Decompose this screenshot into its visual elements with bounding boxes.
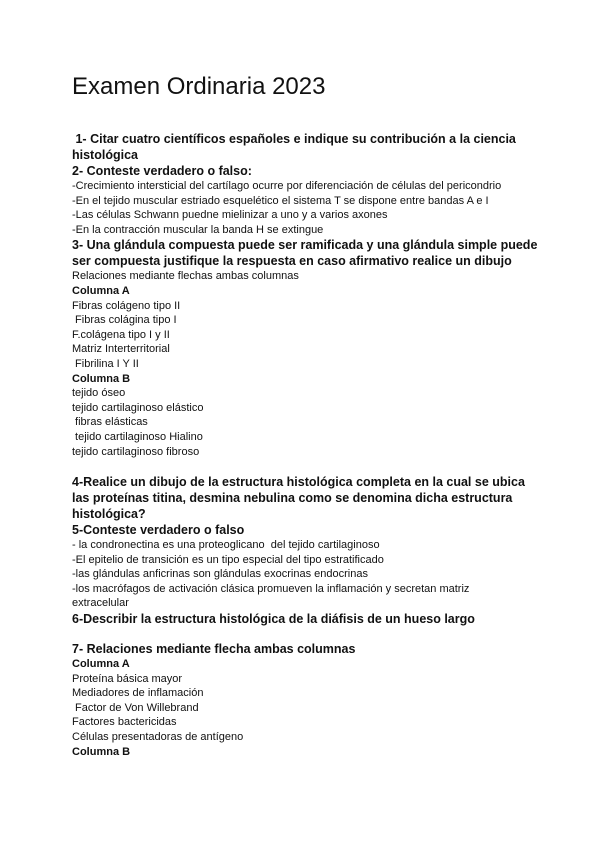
column-b-item: fibras elásticas: [72, 416, 148, 429]
question-7: 7- Relaciones mediante flecha ambas columnas: [72, 642, 356, 657]
question-2-item: -En el tejido muscular estriado esquelético el sistema T se dispone entre bandas A e I: [72, 194, 489, 207]
column-a-item: Factor de Von Willebrand: [72, 701, 199, 714]
column-b-item: tejido cartilaginoso elástico: [72, 401, 204, 414]
question-5-item: -las glándulas anficrinas son glándulas exocrinas endocrinas: [72, 568, 368, 581]
column-a-item: Factores bactericidas: [72, 716, 177, 729]
column-a-item: Fibras colágeno tipo II: [72, 299, 181, 312]
question-7-column-b-title: Columna B: [72, 745, 131, 758]
spacer: [72, 459, 542, 474]
column-b-item: tejido óseo: [72, 387, 126, 400]
column-a-item: Proteína básica mayor: [72, 672, 183, 685]
column-a-item: Mediadores de inflamación: [72, 687, 204, 700]
column-a-item: F.colágena tipo I y II: [72, 328, 170, 341]
question-5-item: - la condronectina es una proteoglicano del tejido cartilaginoso: [72, 539, 380, 552]
column-a-item: Matriz Interterritorial: [72, 343, 170, 356]
question-5: 5-Conteste verdadero o falso: [72, 523, 245, 538]
exam-content: [72, 131, 542, 759]
column-b-item: tejido cartilaginoso Hialino: [72, 430, 203, 443]
question-5-item: -El epitelio de transición es un tipo especial del tipo estratificado: [72, 553, 384, 566]
question-7-column-a-title: Columna A: [72, 658, 130, 671]
question-3: 3- Una glándula compuesta puede ser ramificada y una glándula simple puede ser compuesta justifique la respuesta en caso afirmativo realice un dibujo: [72, 238, 538, 269]
question-4: 4-Realice un dibujo de la estructura histológica completa en la cual se ubica las proteínas titina, desmina nebulina como se denomina dicha estructura histológica?: [72, 475, 525, 522]
question-3-column-b-title: Columna B: [72, 372, 131, 385]
question-3-instruction: Relaciones mediante flechas ambas columnas: [72, 270, 299, 283]
question-1: 1- Citar cuatro científicos españoles e indique su contribución a la ciencia histológica: [72, 132, 520, 162]
question-2: 2- Conteste verdadero o falso:: [72, 164, 252, 178]
question-3-column-a-title: Columna A: [72, 284, 130, 297]
exam-title: Examen Ordinaria 2023: [72, 73, 326, 100]
spacer: [72, 627, 542, 641]
question-6: 6-Describir la estructura histológica de la diáfisis de un hueso largo: [72, 612, 475, 627]
column-a-item: Células presentadoras de antígeno: [72, 731, 244, 744]
column-a-item: Fibrilina I Y II: [72, 357, 139, 370]
question-2-item: -Las células Schwann puedne mielinizar a uno y a varios axones: [72, 209, 388, 222]
question-2-item: -Crecimiento intersticial del cartílago ocurre por diferenciación de células del pericondrio: [72, 180, 502, 192]
column-b-item: tejido cartilaginoso fibroso: [72, 445, 200, 458]
question-5-item: -los macrófagos de activación clásica promueven la inflamación y secretan matriz extracelular: [72, 582, 470, 610]
column-a-item: Fibras colágina tipo I: [72, 314, 177, 327]
question-2-item: -En la contracción muscular la banda H se extingue: [72, 223, 324, 236]
